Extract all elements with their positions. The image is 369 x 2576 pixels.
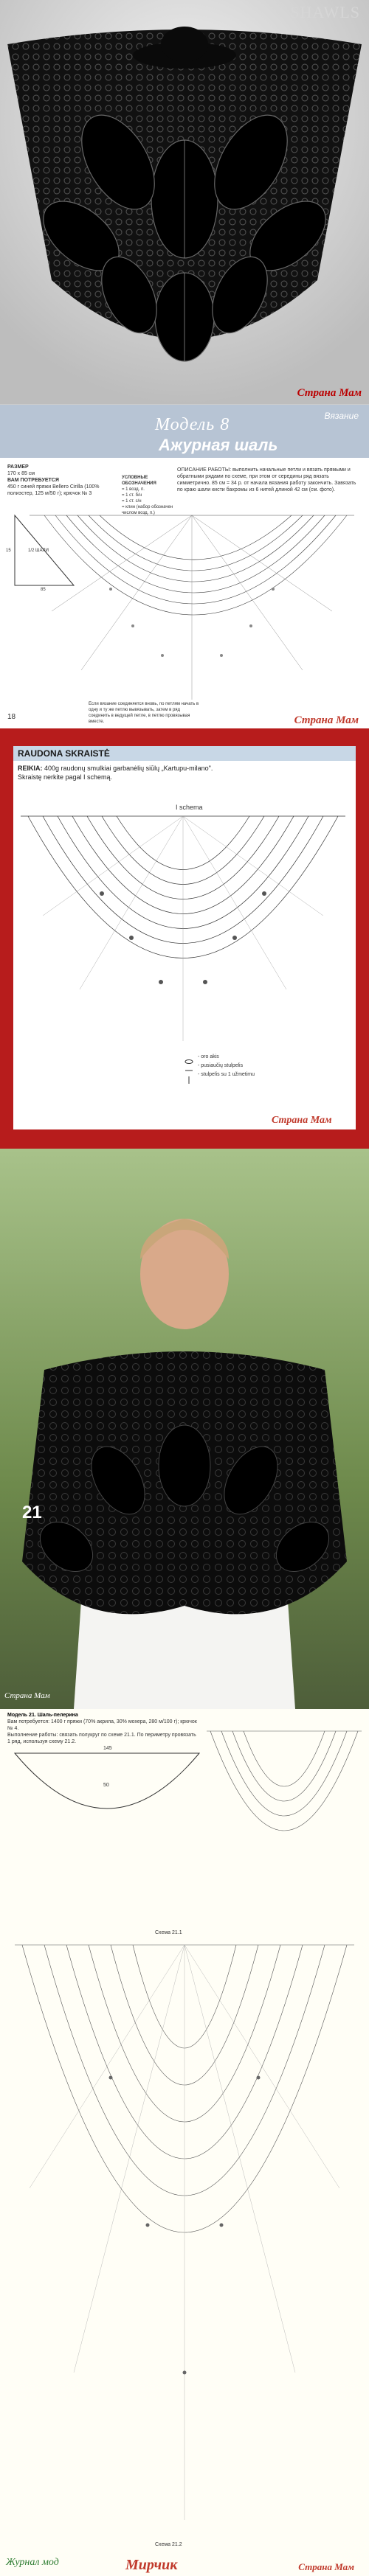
scheme-instruction: Skraistę nerkite pagal I schemą.	[18, 773, 113, 781]
pattern-title: Ажурная шаль	[159, 436, 278, 454]
materials-text: Вам потребуется: 1400 г пряжи (70% акрила, 30% мохера, 280 м/100 г); крючок № 4.	[7, 1719, 197, 1731]
scheme-diagram	[13, 746, 356, 1129]
description-text: ОПИСАНИЕ РАБОТЫ: выполнить начальные петли и вязать прямыми и обратными рядами по схеме, при этом от середины ряд вязать симметрично. 85 см = 34 р. от начала вязания работу закончить. Завязать по краю шали кисти бахромы из 6 нитей длиной 42 см (см. фото).	[177, 467, 356, 492]
legend-item: = 1 возд. п.	[122, 487, 145, 492]
materials-label: ВАМ ПОТРЕБУЕТСЯ	[7, 478, 59, 483]
materials-value: 450 г синей пряжи Bellero Cirilla (100% полиэстер, 125 м/50 г); крючок № 3	[7, 484, 100, 496]
legend-item: - stulpelis su 1 užmetimu	[198, 1072, 255, 1077]
scheme-title: RAUDONA SKRAISTĖ	[18, 748, 110, 759]
scheme-caption: Схема 21.2	[155, 2542, 182, 2547]
work-text: Выполнение работы: связать полукруг по схеме 21.1. По периметру провязать 1 ряд, используя схему 21.2.	[7, 1733, 196, 1744]
crochet-chart-diagram	[0, 405, 369, 729]
reikia-label: REIKIA:	[18, 765, 43, 772]
legend-item: = 1 ст. с/н	[122, 499, 142, 504]
watermark: Страна Мам	[297, 387, 362, 399]
scheme-label: I schema	[176, 804, 203, 811]
reikia-text: 400g raudonų smulkiai garbanėlių siūlų „Kartupu-milano".	[44, 765, 213, 772]
legend-item: = 1 ст. б/н	[122, 493, 142, 498]
card-watermark: Страна Мам	[272, 1115, 332, 1126]
legend-title: УСЛОВНЫЕ ОБОЗНАЧЕНИЯ	[122, 476, 156, 486]
watermark: Страна Мам	[298, 2561, 354, 2572]
shawl-photo-image	[0, 0, 369, 404]
legend-item: - oro akis	[198, 1054, 219, 1059]
scheme-caption: Схема 21.1	[155, 1930, 182, 1935]
magazine-logo: Журнал мод	[6, 2557, 59, 2568]
triangle-label: 1/2 ШАЛИ	[28, 549, 49, 553]
pattern-diagrams	[0, 1709, 369, 2576]
scheme-card	[13, 746, 356, 1129]
model-title: Модель 21. Шаль-пелерина	[7, 1713, 78, 1718]
shawl-photo-panel	[0, 0, 369, 404]
magazine-brand: Вязание	[324, 411, 359, 421]
corner-watermark: SHAWLS	[290, 3, 360, 21]
size-label: 50	[103, 1783, 109, 1788]
triangle-label: 15	[6, 549, 11, 553]
model-photo-panel	[0, 1149, 369, 1709]
model-label: Модель 8	[155, 415, 230, 434]
size-label: РАЗМЕР	[7, 464, 29, 470]
size-value: 170 x 85 см	[7, 471, 35, 476]
scheme-legend	[198, 1053, 255, 1079]
model-number: 21	[22, 1503, 42, 1522]
magazine-page-panel	[0, 404, 369, 729]
triangle-label: 85	[41, 588, 46, 592]
legend-item: = клин (набор обозначен числом возд. п.)	[122, 505, 173, 515]
watermark: Страна Мам	[294, 714, 359, 726]
size-label: 145	[103, 1746, 112, 1751]
page-number: 18	[7, 713, 16, 721]
scheme-panel	[0, 728, 369, 1149]
pattern-page-panel	[0, 1709, 369, 2576]
legend-item: - pusiaučių stulpelis	[198, 1063, 244, 1068]
model-photo-image	[0, 1149, 369, 1709]
watermark: Мирчик	[125, 2557, 178, 2573]
watermark: Страна Мам	[4, 1691, 50, 1700]
note-text: Если вязание соединяется вновь, по петлям начать в одну и ту же петлю вывязывать, затем в ряд соединить в ведущей петле, в петлю провязывая вместе.	[89, 702, 199, 724]
